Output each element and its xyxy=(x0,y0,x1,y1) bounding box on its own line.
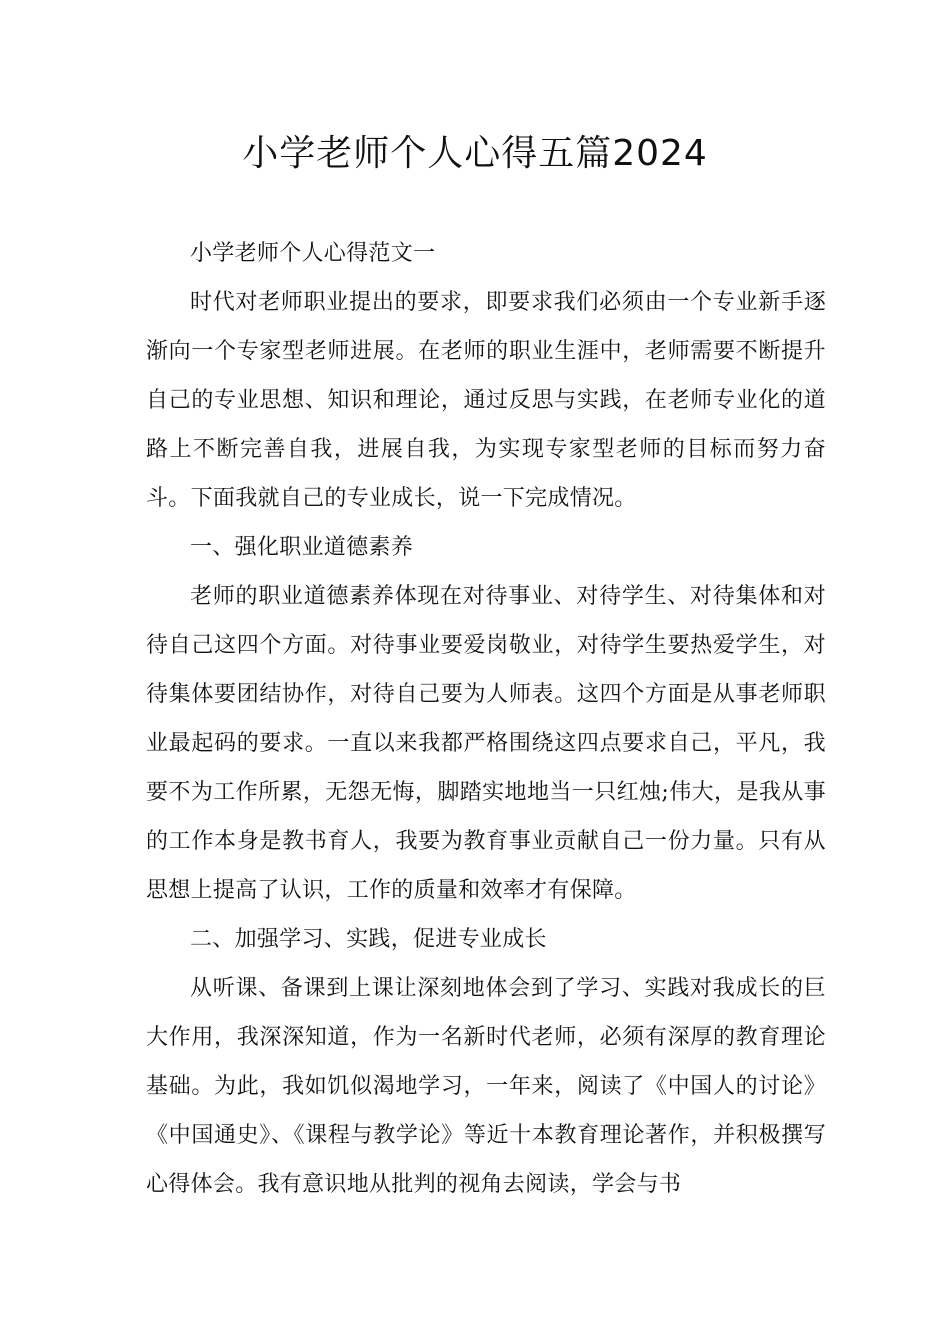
paragraph-intro: 时代对老师职业提出的要求，即要求我们必须由一个专业新手逐渐向一个专家型老师进展。在老师的职业生涯中，老师需要不断提升自己的专业思想、知识和理论，通过反思与实践，在老师专业化的道路上不断完善自我，进展自我，为实现专家型老师的目标而努力奋斗。下面我就自己的专业成长，说一下完成情况。 xyxy=(146,290,826,511)
section-heading-essay-one: 小学老师个人心得范文一 xyxy=(190,241,436,266)
document-body xyxy=(146,229,826,1209)
paragraph-learning: 从听课、备课到上课让深刻地体会到了学习、实践对我成长的巨大作用，我深深知道，作为一名新时代老师，必须有深厚的教育理论基础。为此，我如饥似渴地学习，一年来，阅读了《中国人的讨论》《中国通史》、《课程与教学论》等近十本教育理论著作，并积极撰写心得体会。我有意识地从批判的视角去阅读，学会与书 xyxy=(146,976,826,1197)
section-heading-learning: 二、加强学习、实践，促进专业成长 xyxy=(190,927,547,952)
section-heading-ethics: 一、强化职业道德素养 xyxy=(190,535,414,560)
document-title: 小学老师个人心得五篇2024 xyxy=(242,133,708,174)
paragraph-ethics: 老师的职业道德素养体现在对待事业、对待学生、对待集体和对待自己这四个方面。对待事业要爱岗敬业，对待学生要热爱学生，对待集体要团结协作，对待自己要为人师表。这四个方面是从事老师职业最起码的要求。一直以来我都严格围绕这四点要求自己，平凡，我要不为工作所累，无怨无悔，脚踏实地地当一只红烛;伟大，是我从事的工作本身是教书育人，我要为教育事业贡献自己一份力量。只有从思想上提高了认识，工作的质量和效率才有保障。 xyxy=(146,584,826,903)
